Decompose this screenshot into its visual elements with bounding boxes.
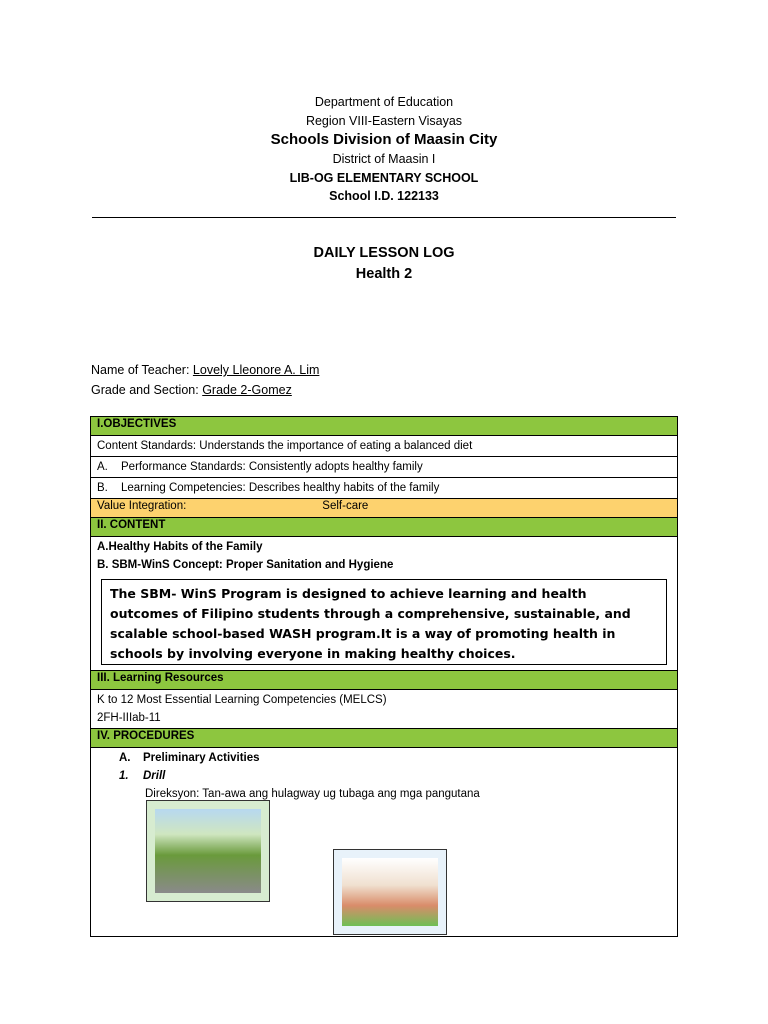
value-integration	[91, 499, 678, 518]
value-integration-text: Self-care	[322, 500, 369, 512]
drill-item	[97, 767, 671, 785]
teacher-name-line	[91, 360, 319, 380]
performance-standards	[91, 457, 678, 478]
document-title	[0, 243, 768, 285]
procedures-heading: IV. PROCEDURES	[91, 729, 678, 748]
objectives-heading: I.OBJECTIVES	[91, 417, 678, 436]
value-integration-label: Value Integration:	[97, 500, 187, 512]
header-department: Department of Education	[314, 95, 454, 109]
title-main: DAILY LESSON LOG	[313, 245, 455, 261]
performance-standards-label: A.	[97, 461, 108, 473]
sbm-wins-description: The SBM- WinS Program is designed to achieve learning and health outcomes of Filipino students through a comprehensive, sustainable, and scalable school-based WASH program.It is a way of promoting health in schools by involving everyone in making healthy choices.	[101, 579, 667, 665]
grade-section-label: Grade and Section:	[91, 383, 199, 397]
resource-melcs: K to 12 Most Essential Learning Competencies (MELCS)	[97, 694, 387, 706]
teacher-info	[91, 360, 319, 400]
family-jogging-image	[146, 800, 270, 902]
content-heading: II. CONTENT	[91, 518, 678, 537]
content-item-a: A.Healthy Habits of the Family	[97, 541, 263, 553]
header-region: Region VIII-Eastern Visayas	[305, 113, 463, 128]
lesson-log-table	[90, 416, 678, 937]
grade-section-line	[91, 380, 319, 400]
header-school-id: School I.D. 122133	[329, 189, 439, 203]
header-school: LIB-OG ELEMENTARY SCHOOL	[289, 170, 479, 185]
resources-heading: III. Learning Resources	[91, 671, 678, 690]
procedures-body	[91, 748, 678, 937]
family-jogging-picture	[155, 809, 261, 893]
girl-eating-image	[333, 849, 447, 935]
drill-direction: Direksyon: Tan-awa ang hulagway ug tubaga ang mga pangutana	[145, 788, 480, 800]
performance-standards-text: Performance Standards: Consistently adopts healthy family	[121, 461, 423, 473]
preliminary-activities-label: A.	[119, 752, 131, 764]
resources-body	[91, 690, 678, 729]
teacher-name-label: Name of Teacher:	[91, 363, 190, 377]
content-item-b: B. SBM-WinS Concept: Proper Sanitation and Hygiene	[97, 559, 394, 571]
learning-competencies-text: Learning Competencies: Describes healthy habits of the family	[121, 482, 440, 494]
header-district: District of Maasin I	[332, 152, 436, 166]
title-subject: Health 2	[355, 266, 413, 282]
document-header	[0, 93, 768, 206]
header-divider	[92, 217, 676, 218]
teacher-name-value: Lovely Lleonore A. Lim	[192, 363, 320, 377]
grade-section-value: Grade 2-Gomez	[202, 383, 292, 397]
resource-code: 2FH-IIIab-11	[97, 712, 161, 724]
drill-number: 1.	[119, 770, 129, 782]
drill-text: Drill	[143, 770, 166, 782]
content-standards: Content Standards: Understands the importance of eating a balanced diet	[91, 436, 678, 457]
content-body	[91, 537, 678, 671]
preliminary-activities	[97, 749, 671, 767]
girl-eating-picture	[342, 858, 438, 926]
header-division: Schools Division of Maasin City	[270, 131, 498, 148]
learning-competencies	[91, 478, 678, 499]
learning-competencies-label: B.	[97, 482, 108, 494]
preliminary-activities-text: Preliminary Activities	[143, 752, 260, 764]
